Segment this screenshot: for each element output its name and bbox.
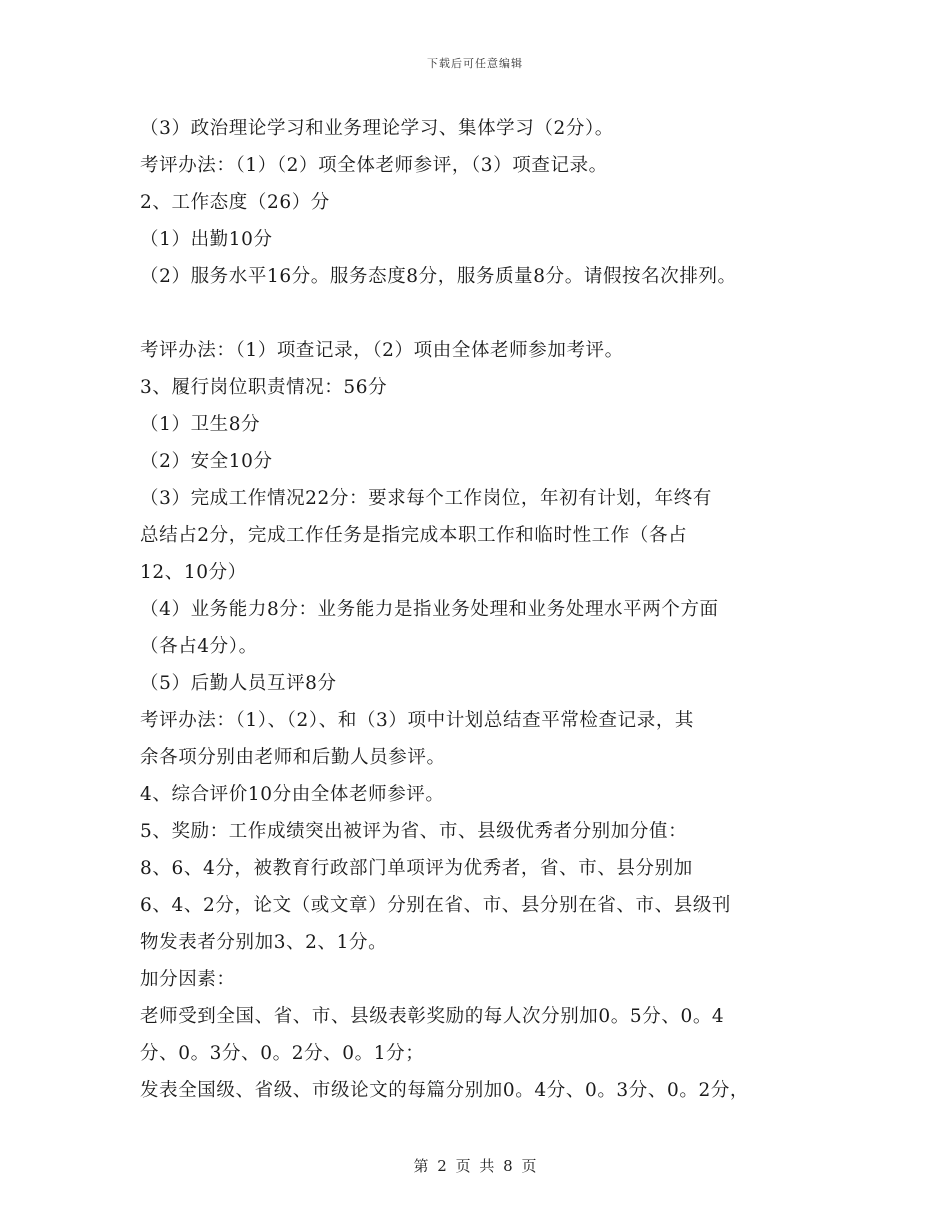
paragraph-line: 2、工作态度（26）分 bbox=[140, 192, 330, 213]
paragraph-line: （各占4分）。 bbox=[140, 636, 258, 657]
paragraph-line: 考评办法：（1）项查记录，（2）项由全体老师参加考评。 bbox=[140, 340, 624, 361]
paragraph-line: 3、履行岗位职责情况：56分 bbox=[140, 377, 388, 398]
page-header: 下载后可任意编辑 bbox=[427, 57, 523, 70]
paragraph-line: （2）服务水平16分。服务态度8分，服务质量8分。请假按名次排列。 bbox=[140, 266, 737, 287]
paragraph-line: （5）后勤人员互评8分 bbox=[140, 673, 337, 694]
paragraph-line: （4）业务能力8分：业务能力是指业务处理和业务处理水平两个方面 bbox=[140, 599, 719, 620]
paragraph-line: 发表全国级、省级、市级论文的每篇分别加0。4分、0。3分、0。2分， bbox=[140, 1080, 750, 1101]
paragraph-line: 8、6、4分，被教育行政部门单项评为优秀者，省、市、县分别加 bbox=[140, 858, 693, 879]
paragraph-line: （3）政治理论学习和业务理论学习、集体学习（2分）。 bbox=[140, 118, 614, 139]
paragraph-line: 余各项分别由老师和后勤人员参评。 bbox=[140, 747, 446, 768]
paragraph-line: 总结占2分，完成工作任务是指完成本职工作和临时性工作（各占 bbox=[140, 525, 688, 546]
paragraph-line: 老师受到全国、省、市、县级表彰奖励的每人次分别加0。5分、0。4 bbox=[140, 1006, 725, 1027]
page-footer: 第 2 页 共 8 页 bbox=[413, 1157, 537, 1175]
paragraph-line: 加分因素： bbox=[140, 969, 236, 990]
paragraph-line: 4、综合评价10分由全体老师参评。 bbox=[140, 784, 445, 805]
paragraph-line: （1）出勤10分 bbox=[140, 229, 273, 250]
paragraph-line: 考评办法：（1）、（2）、和（3）项中计划总结查平常检查记录，其 bbox=[140, 710, 695, 731]
document-body bbox=[140, 110, 840, 1109]
paragraph-line: 6、4、2分，论文（或文章）分别在省、市、县分别在省、市、县级刊 bbox=[140, 895, 732, 916]
paragraph-line: 12、10分） bbox=[140, 562, 247, 583]
paragraph-line: 考评办法：（1）（2）项全体老师参评，（3）项查记录。 bbox=[140, 155, 608, 176]
paragraph-line: 5、奖励：工作成绩突出被评为省、市、县级优秀者分别加分值： bbox=[140, 821, 688, 842]
paragraph-line: 分、0。3分、0。2分、0。1分； bbox=[140, 1043, 425, 1064]
paragraph-line: （1）卫生8分 bbox=[140, 414, 261, 435]
paragraph-line: （2）安全10分 bbox=[140, 451, 273, 472]
paragraph-line: （3）完成工作情况22分：要求每个工作岗位，年初有计划，年终有 bbox=[140, 488, 712, 509]
blank-line bbox=[140, 295, 840, 332]
paragraph-line: 物发表者分别加3、2、1分。 bbox=[140, 932, 388, 953]
